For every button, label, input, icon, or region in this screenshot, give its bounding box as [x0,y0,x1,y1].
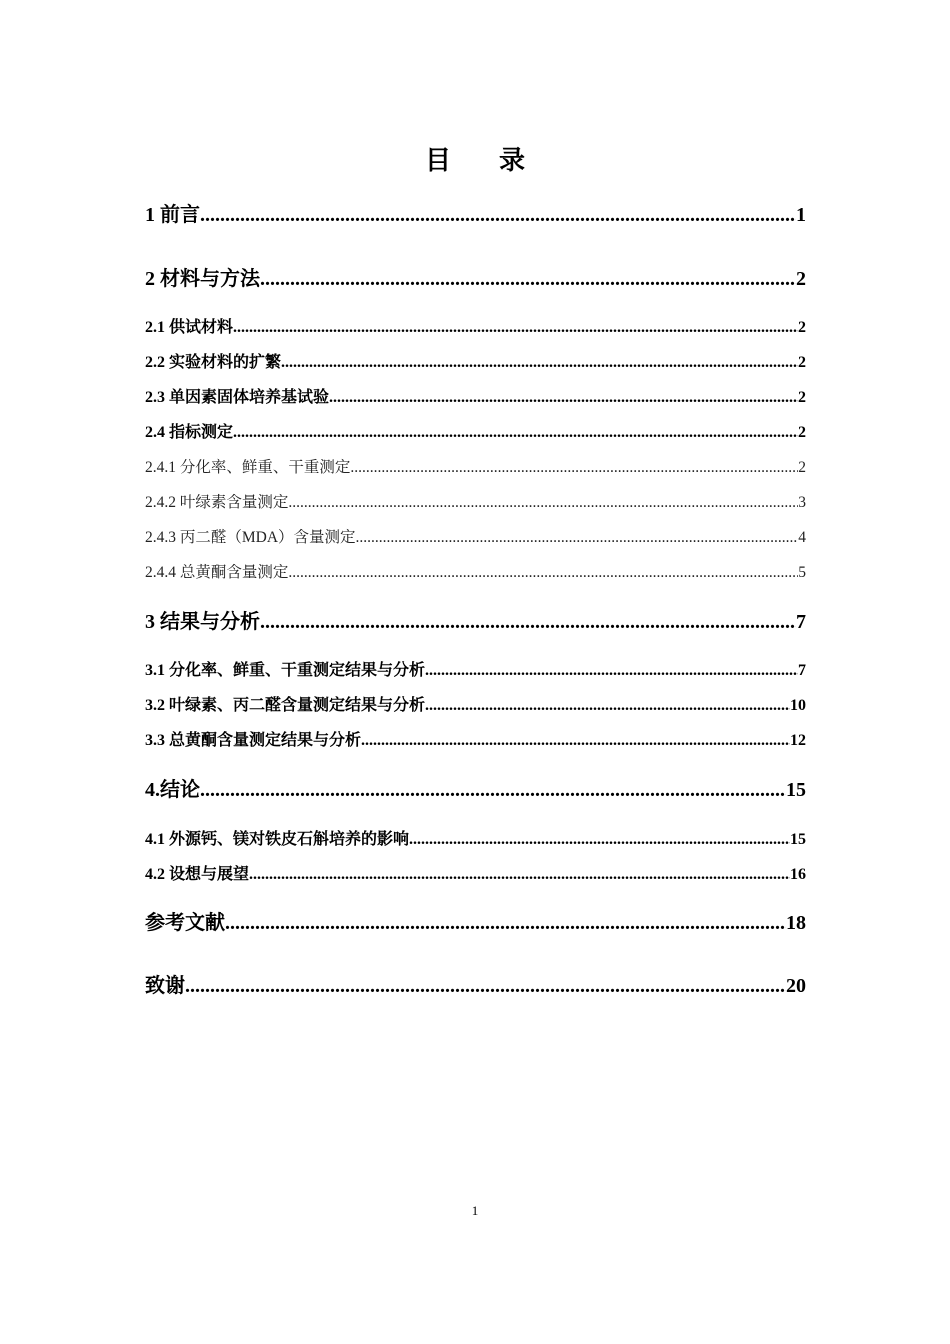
toc-entry-page: 2 [798,424,806,441]
toc-entry-page: 2 [796,268,806,290]
toc-entry-label: 2.4.1 分化率、鲜重、干重测定 [145,459,351,476]
toc-entry-results-analysis[interactable] [145,609,806,635]
toc-entry-2-4-3[interactable] [145,527,806,549]
toc-leader-dots [329,387,798,409]
toc-entry-label: 2.2 实验材料的扩繁 [145,354,282,371]
toc-entry-2-4-4[interactable] [145,562,806,584]
toc-entry-page: 3 [798,494,806,511]
toc-entry-label: 1 前言 [145,204,200,226]
toc-entry-3-3[interactable] [145,730,806,752]
toc-leader-dots [225,910,786,936]
toc-leader-dots [281,352,798,374]
toc-entry-label: 2.4.3 丙二醛（MDA）含量测定 [145,529,356,546]
toc-entry-page: 15 [790,831,806,848]
toc-leader-dots [233,422,798,444]
toc-leader-dots [288,562,798,584]
toc-entry-label: 致谢 [145,975,185,997]
toc-entry-conclusion[interactable] [145,777,806,803]
toc-leader-dots [200,202,796,228]
toc-entry-label: 2 材料与方法 [145,268,260,290]
toc-entry-preface[interactable] [145,202,806,228]
toc-entry-4-1[interactable] [145,829,806,851]
toc-entry-2-2[interactable] [145,352,806,374]
toc-entry-3-2[interactable] [145,695,806,717]
toc-leader-dots [356,527,799,549]
toc-entry-label: 3.2 叶绿素、丙二醛含量测定结果与分析 [145,697,426,714]
toc-entry-label: 4.结论 [145,779,200,801]
toc-leader-dots [350,457,798,479]
toc-entry-page: 10 [790,697,806,714]
toc-entry-page: 15 [786,779,806,801]
page-title-char-1: 目 [424,146,451,175]
toc-entry-label: 4.2 设想与展望 [145,866,250,883]
toc-entry-label: 参考文献 [145,912,225,934]
toc-entry-page: 2 [798,389,806,406]
toc-entry-label: 4.1 外源钙、镁对铁皮石斛培养的影响 [145,831,410,848]
toc-entry-page: 2 [798,354,806,371]
toc-entry-label: 2.1 供试材料 [145,319,234,336]
toc-entry-page: 1 [796,204,806,226]
toc-entry-references[interactable] [145,910,806,936]
toc-leader-dots [200,777,786,803]
toc-entry-page: 2 [798,319,806,336]
page-title-char-2: 录 [499,146,526,175]
footer-page-number: 1 [471,1203,479,1218]
toc-entry-label: 2.4 指标测定 [145,424,234,441]
toc-entry-page: 18 [786,912,806,934]
toc-leader-dots [425,695,790,717]
toc-entry-label: 2.4.2 叶绿素含量测定 [145,494,289,511]
toc-entry-page: 7 [796,611,806,633]
toc-leader-dots [185,973,786,999]
toc-leader-dots [249,864,790,886]
toc-entry-2-4-1[interactable] [145,457,806,479]
toc-entry-page: 2 [798,459,806,476]
toc-entry-page: 20 [786,975,806,997]
toc-entry-page: 16 [790,866,806,883]
toc-leader-dots [260,266,796,292]
toc-entry-acknowledgements[interactable] [145,973,806,999]
toc-entry-page: 7 [798,662,806,679]
toc-leader-dots [361,730,790,752]
toc-leader-dots [260,609,796,635]
toc-leader-dots [425,660,798,682]
page-title [0,143,950,179]
toc-entry-label: 3 结果与分析 [145,611,260,633]
toc-leader-dots [233,317,798,339]
toc-entry-page: 12 [790,732,806,749]
toc-entry-2-4-2[interactable] [145,492,806,514]
toc-leader-dots [288,492,798,514]
toc-entry-page: 5 [798,564,806,581]
toc-entry-label: 3.1 分化率、鲜重、干重测定结果与分析 [145,662,426,679]
toc-entry-page: 4 [798,529,806,546]
toc-entry-3-1[interactable] [145,660,806,682]
toc-entry-materials-methods[interactable] [145,266,806,292]
toc-entry-2-4[interactable] [145,422,806,444]
toc-entry-label: 2.4.4 总黄酮含量测定 [145,564,289,581]
toc-entry-4-2[interactable] [145,864,806,886]
toc-entry-2-3[interactable] [145,387,806,409]
toc-entry-label: 2.3 单因素固体培养基试验 [145,389,330,406]
toc-entry-label: 3.3 总黄酮含量测定结果与分析 [145,732,362,749]
toc-leader-dots [409,829,790,851]
toc-entry-2-1[interactable] [145,317,806,339]
